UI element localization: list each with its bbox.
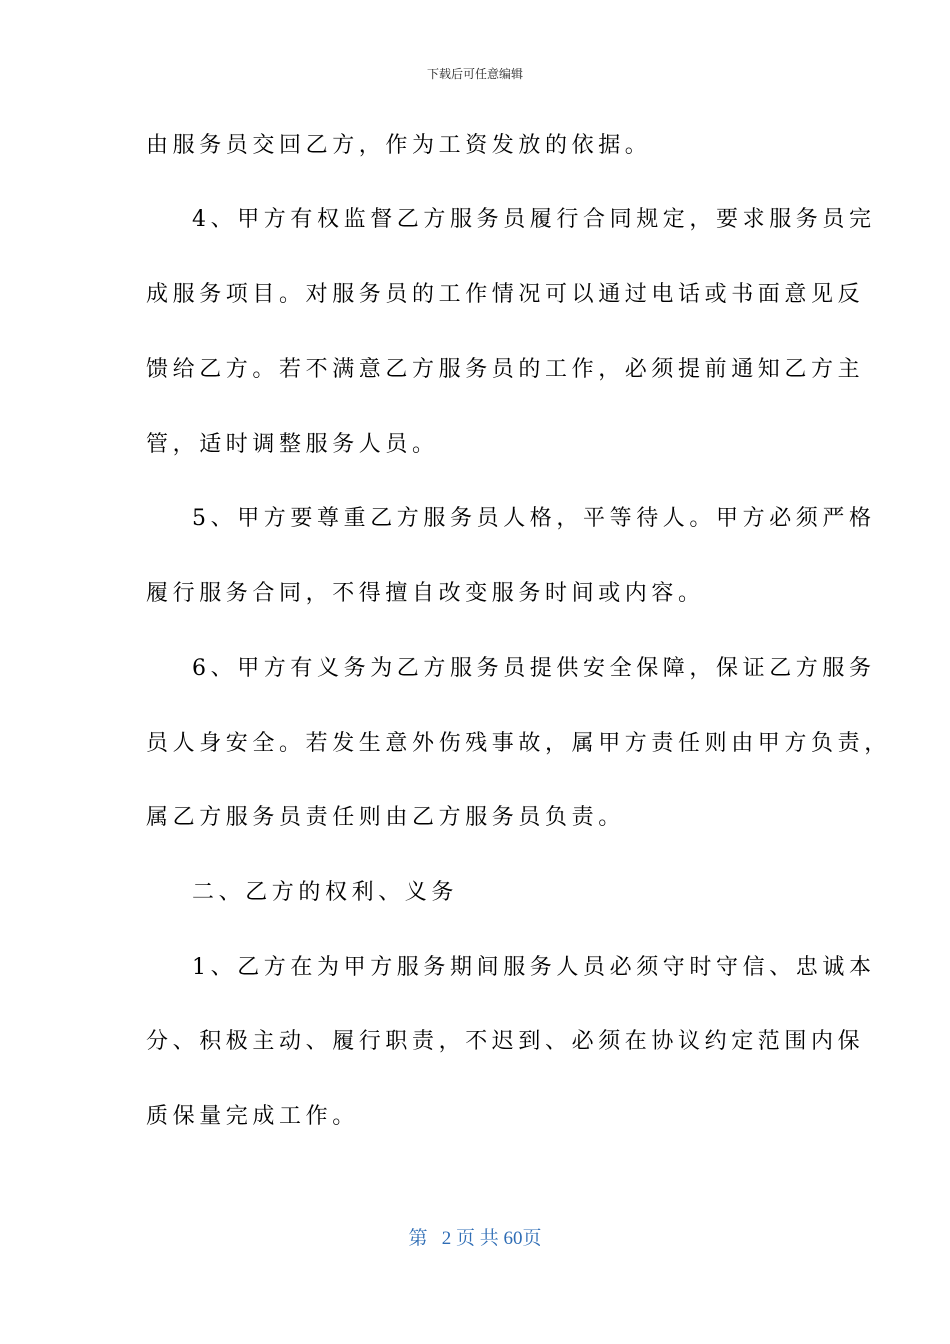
- current-page-number: 2: [441, 1228, 452, 1249]
- body-line: 6、甲方有义务为乙方服务员提供安全保障，保证乙方服务: [192, 656, 876, 681]
- body-line: 分、积极主动、履行职责，不迟到、必须在协议约定范围内保: [146, 1029, 865, 1054]
- body-line: 馈给乙方。若不满意乙方服务员的工作，必须提前通知乙方主: [146, 357, 865, 382]
- footer-middle: 页 共: [455, 1228, 499, 1249]
- body-line: 质保量完成工作。: [146, 1104, 359, 1129]
- body-line: 成服务项目。对服务员的工作情况可以通过电话或书面意见反: [146, 282, 865, 307]
- page-number-footer: [0, 1226, 950, 1252]
- body-line: 5、甲方要尊重乙方服务员人格，平等待人。甲方必须严格: [192, 506, 876, 531]
- section-heading: 二、乙方的权利、义务: [192, 880, 459, 905]
- footer-suffix: 页: [522, 1228, 542, 1249]
- body-line: 员人身安全。若发生意外伤残事故，属甲方责任则由甲方负责，: [146, 731, 891, 756]
- body-line: 由服务员交回乙方，作为工资发放的依据。: [146, 133, 652, 158]
- page-header: 下载后可任意编辑: [426, 67, 523, 81]
- body-line: 4、甲方有权监督乙方服务员履行合同规定，要求服务员完: [192, 207, 876, 232]
- body-line: 属乙方服务员责任则由乙方服务员负责。: [146, 805, 625, 830]
- body-line: 履行服务合同，不得擅自改变服务时间或内容。: [146, 581, 705, 606]
- total-page-count: 60: [503, 1228, 523, 1249]
- footer-prefix: 第: [408, 1228, 428, 1249]
- body-line: 管，适时调整服务人员。: [146, 432, 439, 457]
- body-line: 1、乙方在为甲方服务期间服务人员必须守时守信、忠诚本: [192, 955, 876, 980]
